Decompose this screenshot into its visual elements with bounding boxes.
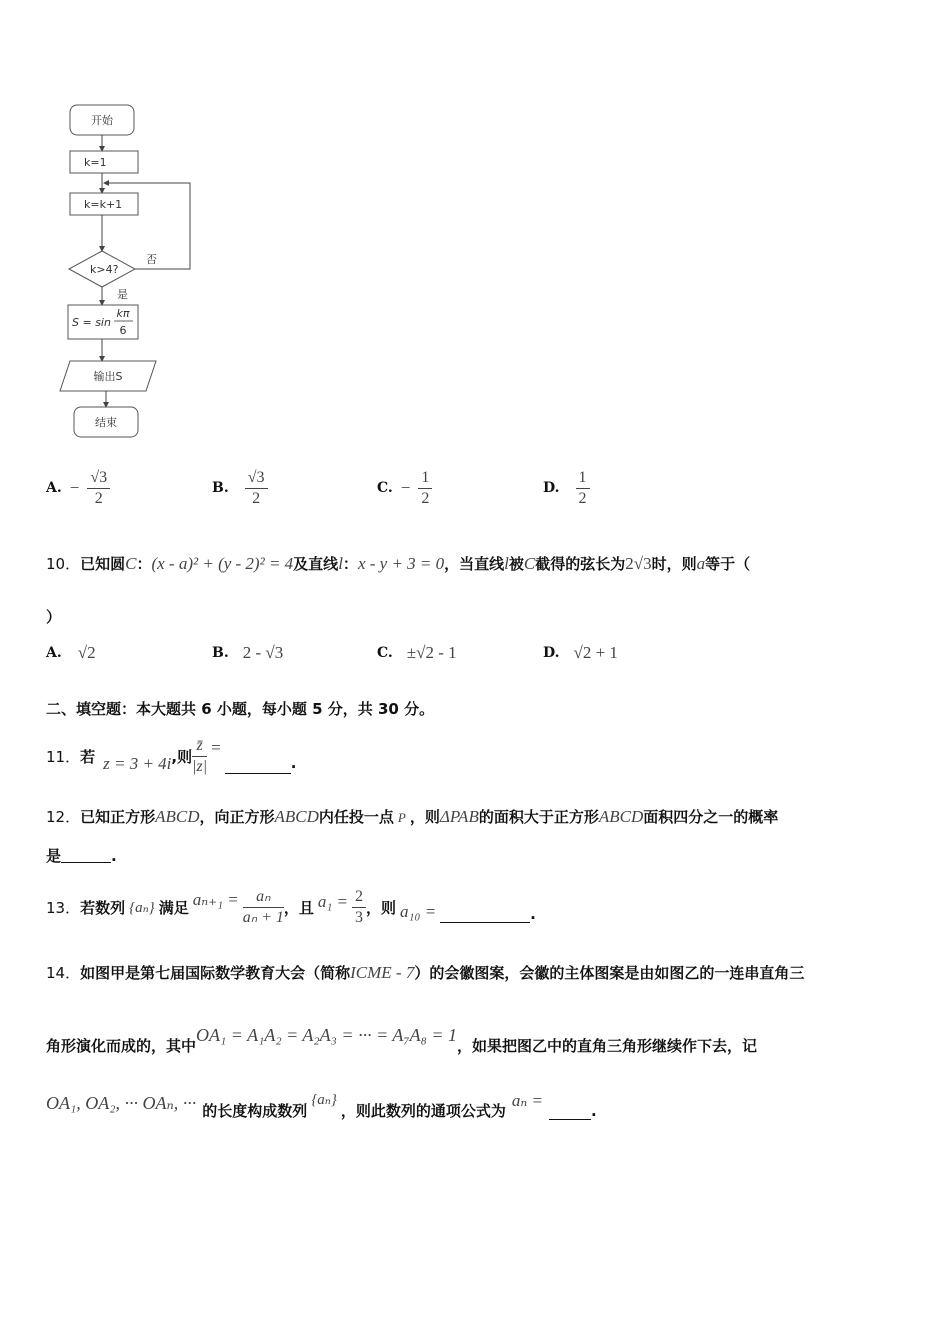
option-value: √2 + 1	[573, 643, 618, 662]
q14-line2	[46, 1015, 757, 1056]
question-text: 是	[46, 847, 62, 865]
fraction-num: z̄	[192, 736, 207, 757]
option-fraction	[87, 468, 110, 509]
question-text: 满足	[158, 898, 189, 917]
q9-option-d	[543, 460, 590, 516]
z-fraction	[192, 736, 207, 777]
q10-option-d	[543, 643, 618, 663]
question-text: 的面积大于正方形	[478, 808, 599, 826]
chord-length: 2√3	[625, 554, 652, 573]
question-number: 10．	[46, 555, 81, 573]
flow-output-text: 输出S	[93, 370, 123, 383]
question-number: 13．	[46, 898, 81, 917]
option-label: B.	[212, 645, 229, 661]
question-end: .	[290, 754, 297, 772]
square-name: ABCD	[598, 807, 644, 826]
math-var: C	[523, 554, 536, 573]
a1-fraction	[352, 887, 366, 928]
q14-line1	[46, 962, 804, 983]
question-number: 14．	[46, 964, 81, 982]
question-number: 12．	[46, 808, 81, 826]
flow-assign-num: kπ	[116, 307, 130, 320]
segment-chain: OA₁ = A₁A₂ = A₂A₃ = ··· = A₇A₈ = 1	[196, 1025, 458, 1045]
option-label: A.	[46, 480, 62, 496]
option-sign: −	[400, 478, 411, 497]
flow-assign-den: 6	[119, 324, 127, 337]
question-text: ：	[136, 555, 152, 573]
question-number: 11．	[46, 747, 81, 766]
fraction-num: 1	[418, 468, 432, 489]
answer-blank[interactable]	[440, 908, 530, 923]
fraction-num: 1	[576, 468, 590, 489]
q9-option-b	[212, 460, 268, 516]
fraction-num: √3	[87, 468, 110, 489]
flow-assign-prefix: S = sin	[72, 316, 111, 329]
question-text: 已知正方形	[80, 808, 156, 826]
math-var: C	[125, 554, 137, 573]
question-text: 内任投一点	[318, 808, 394, 826]
math-var: a	[696, 554, 706, 573]
question-end: .	[111, 847, 117, 865]
q10-stem	[46, 553, 906, 574]
line-equation: x - y + 3 = 0	[357, 554, 445, 573]
option-label: A.	[46, 645, 62, 661]
a1-lhs: a₁ =	[317, 892, 349, 911]
fraction-den: |z|	[192, 757, 208, 775]
question-text: ，当直线	[444, 555, 505, 573]
square-name: ABCD	[274, 807, 319, 826]
question-text: ）的会徽图案，会徽的主体图案是由如图乙的一连串直角三	[414, 964, 805, 982]
square-name: ABCD	[155, 807, 200, 826]
question-text: 若数列	[80, 898, 126, 917]
question-text: 如图甲是第七届国际数学教育大会（简称	[80, 964, 351, 982]
equals-sign: =	[211, 738, 221, 757]
q12-line2	[46, 845, 117, 866]
section-heading: 二、填空题：本大题共 6 小题，每小题 5 分，共 30 分。	[46, 700, 435, 718]
question-text: 若	[80, 747, 96, 766]
sequence-name: {aₙ}	[129, 899, 155, 916]
question-text: 已知圆	[80, 555, 126, 573]
question-text: ，如果把图乙中的直角三角形继续作下去，记	[457, 1037, 758, 1055]
circle-equation: (x - a)² + (y - 2)² = 4	[151, 554, 294, 573]
question-text: ，则	[409, 808, 440, 826]
option-label: B.	[212, 480, 229, 496]
q10-close-paren: ）	[46, 608, 62, 626]
question-text: ，且	[283, 898, 314, 917]
triangle-name: ΔPAB	[439, 807, 479, 826]
question-text: ：	[342, 555, 358, 573]
icme-label: ICME - 7	[350, 963, 415, 982]
answer-blank[interactable]	[61, 848, 111, 863]
flow-no-label: 否	[146, 253, 157, 266]
flow-condition-text: k>4?	[90, 263, 119, 276]
flowchart	[50, 95, 210, 450]
q13	[46, 877, 536, 937]
fraction-den: 2	[252, 489, 261, 507]
question-text: ，则此数列的通项公式为	[340, 1102, 506, 1120]
option-label: C.	[377, 480, 393, 496]
fraction-den: 3	[355, 908, 364, 926]
option-value: 2 - √3	[242, 643, 284, 662]
answer-blank[interactable]	[225, 759, 291, 774]
question-text: 面积四分之一的概率	[643, 808, 779, 826]
fraction-den: aₙ + 1	[242, 908, 284, 926]
q14-line3	[46, 1086, 597, 1121]
option-fraction	[245, 468, 268, 509]
flow-init-text: k=1	[84, 156, 107, 169]
question-text: 及直线	[293, 555, 339, 573]
option-fraction	[576, 468, 590, 509]
fraction-num: √3	[245, 468, 268, 489]
q11	[46, 726, 296, 786]
math-var: l	[504, 554, 509, 573]
sequence-name: {aₙ}	[311, 1092, 337, 1108]
q10-option-c	[377, 643, 457, 663]
recurrence-lhs: aₙ₊₁ =	[192, 890, 239, 909]
question-text: ，向正方形	[199, 808, 275, 826]
fraction-num: 2	[352, 887, 366, 908]
option-label: D.	[543, 645, 560, 661]
q12-line1	[46, 806, 778, 827]
question-text: 被	[508, 555, 524, 573]
segment-list: OA₁, OA₂, ··· OAₙ, ···	[46, 1093, 197, 1113]
fraction-den: 2	[94, 489, 103, 507]
flow-start-text: 开始	[91, 114, 113, 127]
fraction-den: 2	[578, 489, 587, 507]
question-text: ，则	[366, 898, 397, 917]
q9-option-c	[377, 460, 432, 516]
q10-option-a	[46, 643, 96, 663]
q10-option-b	[212, 643, 283, 663]
q9-option-a	[46, 460, 110, 516]
fraction-den: 2	[421, 489, 430, 507]
question-text: 的长度构成数列	[202, 1102, 308, 1120]
question-end: .	[530, 905, 536, 923]
recurrence-fraction	[243, 887, 284, 928]
option-sign: −	[69, 478, 80, 497]
question-text: 等于（	[705, 555, 751, 573]
a10-lhs: a₁₀ =	[400, 902, 437, 921]
option-value: ±√2 - 1	[406, 643, 457, 662]
question-text: 时，则	[651, 555, 697, 573]
fraction-num: aₙ	[243, 887, 284, 908]
question-text: ,则	[171, 747, 193, 766]
question-text: 角形演化而成的，其中	[46, 1037, 197, 1055]
option-label: D.	[543, 480, 560, 496]
answer-blank[interactable]	[549, 1105, 591, 1120]
math-var: l	[338, 554, 343, 573]
point-p: P	[397, 810, 406, 825]
an-lhs: aₙ =	[511, 1090, 544, 1110]
option-label: C.	[377, 645, 393, 661]
question-text: 截得的弦长为	[535, 555, 626, 573]
option-fraction	[418, 468, 432, 509]
question-end: .	[591, 1101, 597, 1120]
flow-end-text: 结束	[95, 416, 117, 429]
flow-increment-text: k=k+1	[84, 198, 123, 211]
flow-yes-label: 是	[117, 288, 128, 301]
option-value: √2	[77, 643, 96, 662]
z-equation: z = 3 + 4i	[103, 754, 172, 773]
